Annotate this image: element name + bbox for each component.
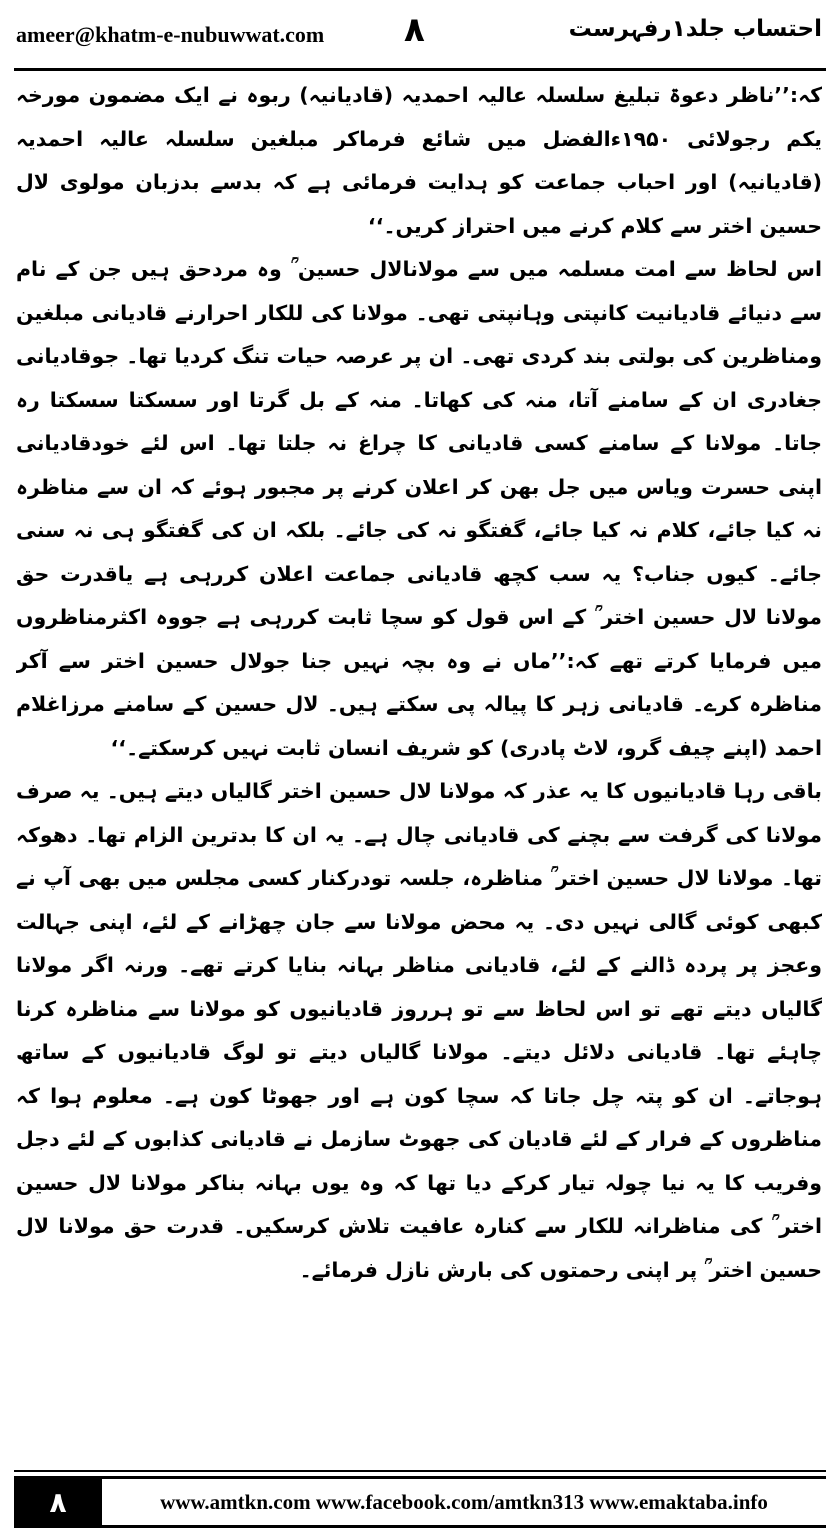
paragraph-1: کہ:’’ناظر دعوۃ تبلیغ سلسلہ عالیہ احمدیہ (قادیانیہ) ربوہ نے ایک مضمون مورخہ یکم رجولائی ۱۹۵۰ءالفضل میں شائع فرماکر مبلغین سلسلہ عالیہ احمدیہ (قادیانیہ) اور احباب جماعت کو ہدایت فرمائی ہے کہ بدسے بدزبان مولوی لال حسین اختر سے کلام کرنے میں احتراز کریں۔‘‘ — [16, 83, 822, 238]
paragraph-2: اس لحاظ سے امت مسلمہ میں سے مولانالال حسین ؒ وہ مردحق ہیں جن کے نام سے دنیائے قادیانیت کانپتی وہانپتی تھی۔ مولانا کی للکار احرارنے قادیانی مبلغین ومناظرین کی بولتی بند کردی تھی۔ ان پر عرصہ حیات تنگ کردیا تھا۔ جوقادیانی جغادری ان کے سامنے آتا، منہ کی کھاتا۔ منہ کے بل گرتا اور سسکتا سسکتا رہ جاتا۔ مولانا کے سامنے کسی قادیانی کا چراغ نہ جلتا تھا۔ اس لئے خودقادیانی اپنی حسرت ویاس میں جل بھن کر اعلان کرنے پر مجبور ہوئے کہ ان سے مناظرہ نہ کیا جائے، کلام نہ کیا جائے، گفتگو نہ کی جائے۔ بلکہ ان کی گفتگو ہی نہ سنی جائے۔ کیوں جناب؟ یہ سب کچھ قادیانی جماعت اعلان کررہی ہے یاقدرت حق مولانا لال حسین اختر ؒ کے اس قول کو سچا ثابت کررہی ہے جووہ اکثرمناظروں میں فرمایا کرتے تھے کہ:’’ماں نے وہ بچہ نہیں جنا جولال حسین اختر سے آکر مناظرہ کرے۔ قادیانی زہر کا پیالہ پی سکتے ہیں۔ لال حسین کے سامنے مرزاغلام احمد (اپنے چیف گرو، لاٹ پادری) کو شریف انسان ثابت نہیں کرسکتے۔‘‘ — [16, 257, 822, 760]
paragraph-3: باقی رہا قادیانیوں کا یہ عذر کہ مولانا لال حسین اختر گالیاں دیتے ہیں۔ یہ صرف مولانا کی گرفت سے بچنے کی قادیانی چال ہے۔ یہ ان کا بدترین الزام تھا۔ دھوکہ تھا۔ مولانا لال حسین اختر ؒ مناظرہ، جلسہ تودرکنار کسی مجلس میں بھی آپ نے کبھی کوئی گالی نہیں دی۔ یہ محض مولانا سے جان چھڑانے کے لئے، اپنی جہالت وعجز پر پردہ ڈالنے کے لئے، قادیانی مناظر بہانہ بنایا کرتے تھے۔ ورنہ اگر مولانا گالیاں دیتے تھے تو اس لحاظ سے تو ہرروز قادیانیوں کو مولانا سے مناظرہ کرنا چاہئے تھا۔ قادیانی دلائل دیتے۔ مولانا گالیاں دیتے تو لوگ قادیانیوں کے ساتھ ہوجاتے۔ ان کو پتہ چل جاتا کہ سچا کون ہے اور جھوٹا کون ہے۔ معلوم ہوا کہ مناظروں کے فرار کے لئے قادیان کی جھوٹ سازمل نے قادیانی کذابوں کے لئے دجل وفریب کا یہ نیا چولہ تیار کرکے دیا تھا کہ وہ یوں بہانہ بناکر مولانا لال حسین اختر ؒ کی مناظرانہ للکار سے کنارہ عافیت تلاش کرسکیں۔ قدرت حق مولانا لال حسین اختر ؒ پر اپنی رحمتوں کی بارش نازل فرمائے۔ — [16, 779, 822, 1282]
header-email[interactable]: ameer@khatm-e-nubuwwat.com — [16, 22, 325, 47]
footer-divider — [14, 1470, 826, 1472]
header-page-number: ۸ — [404, 10, 425, 50]
page-header — [0, 0, 840, 72]
page-footer — [14, 1470, 826, 1528]
footer-links[interactable]: www.amtkn.com www.facebook.com/amtkn313 www.emaktaba.info — [102, 1476, 826, 1528]
body-text — [16, 74, 822, 1436]
header-divider — [14, 68, 826, 71]
header-title: احتساب جلد۱رفہرست — [568, 16, 822, 42]
footer-page-number: ۸ — [14, 1476, 102, 1528]
